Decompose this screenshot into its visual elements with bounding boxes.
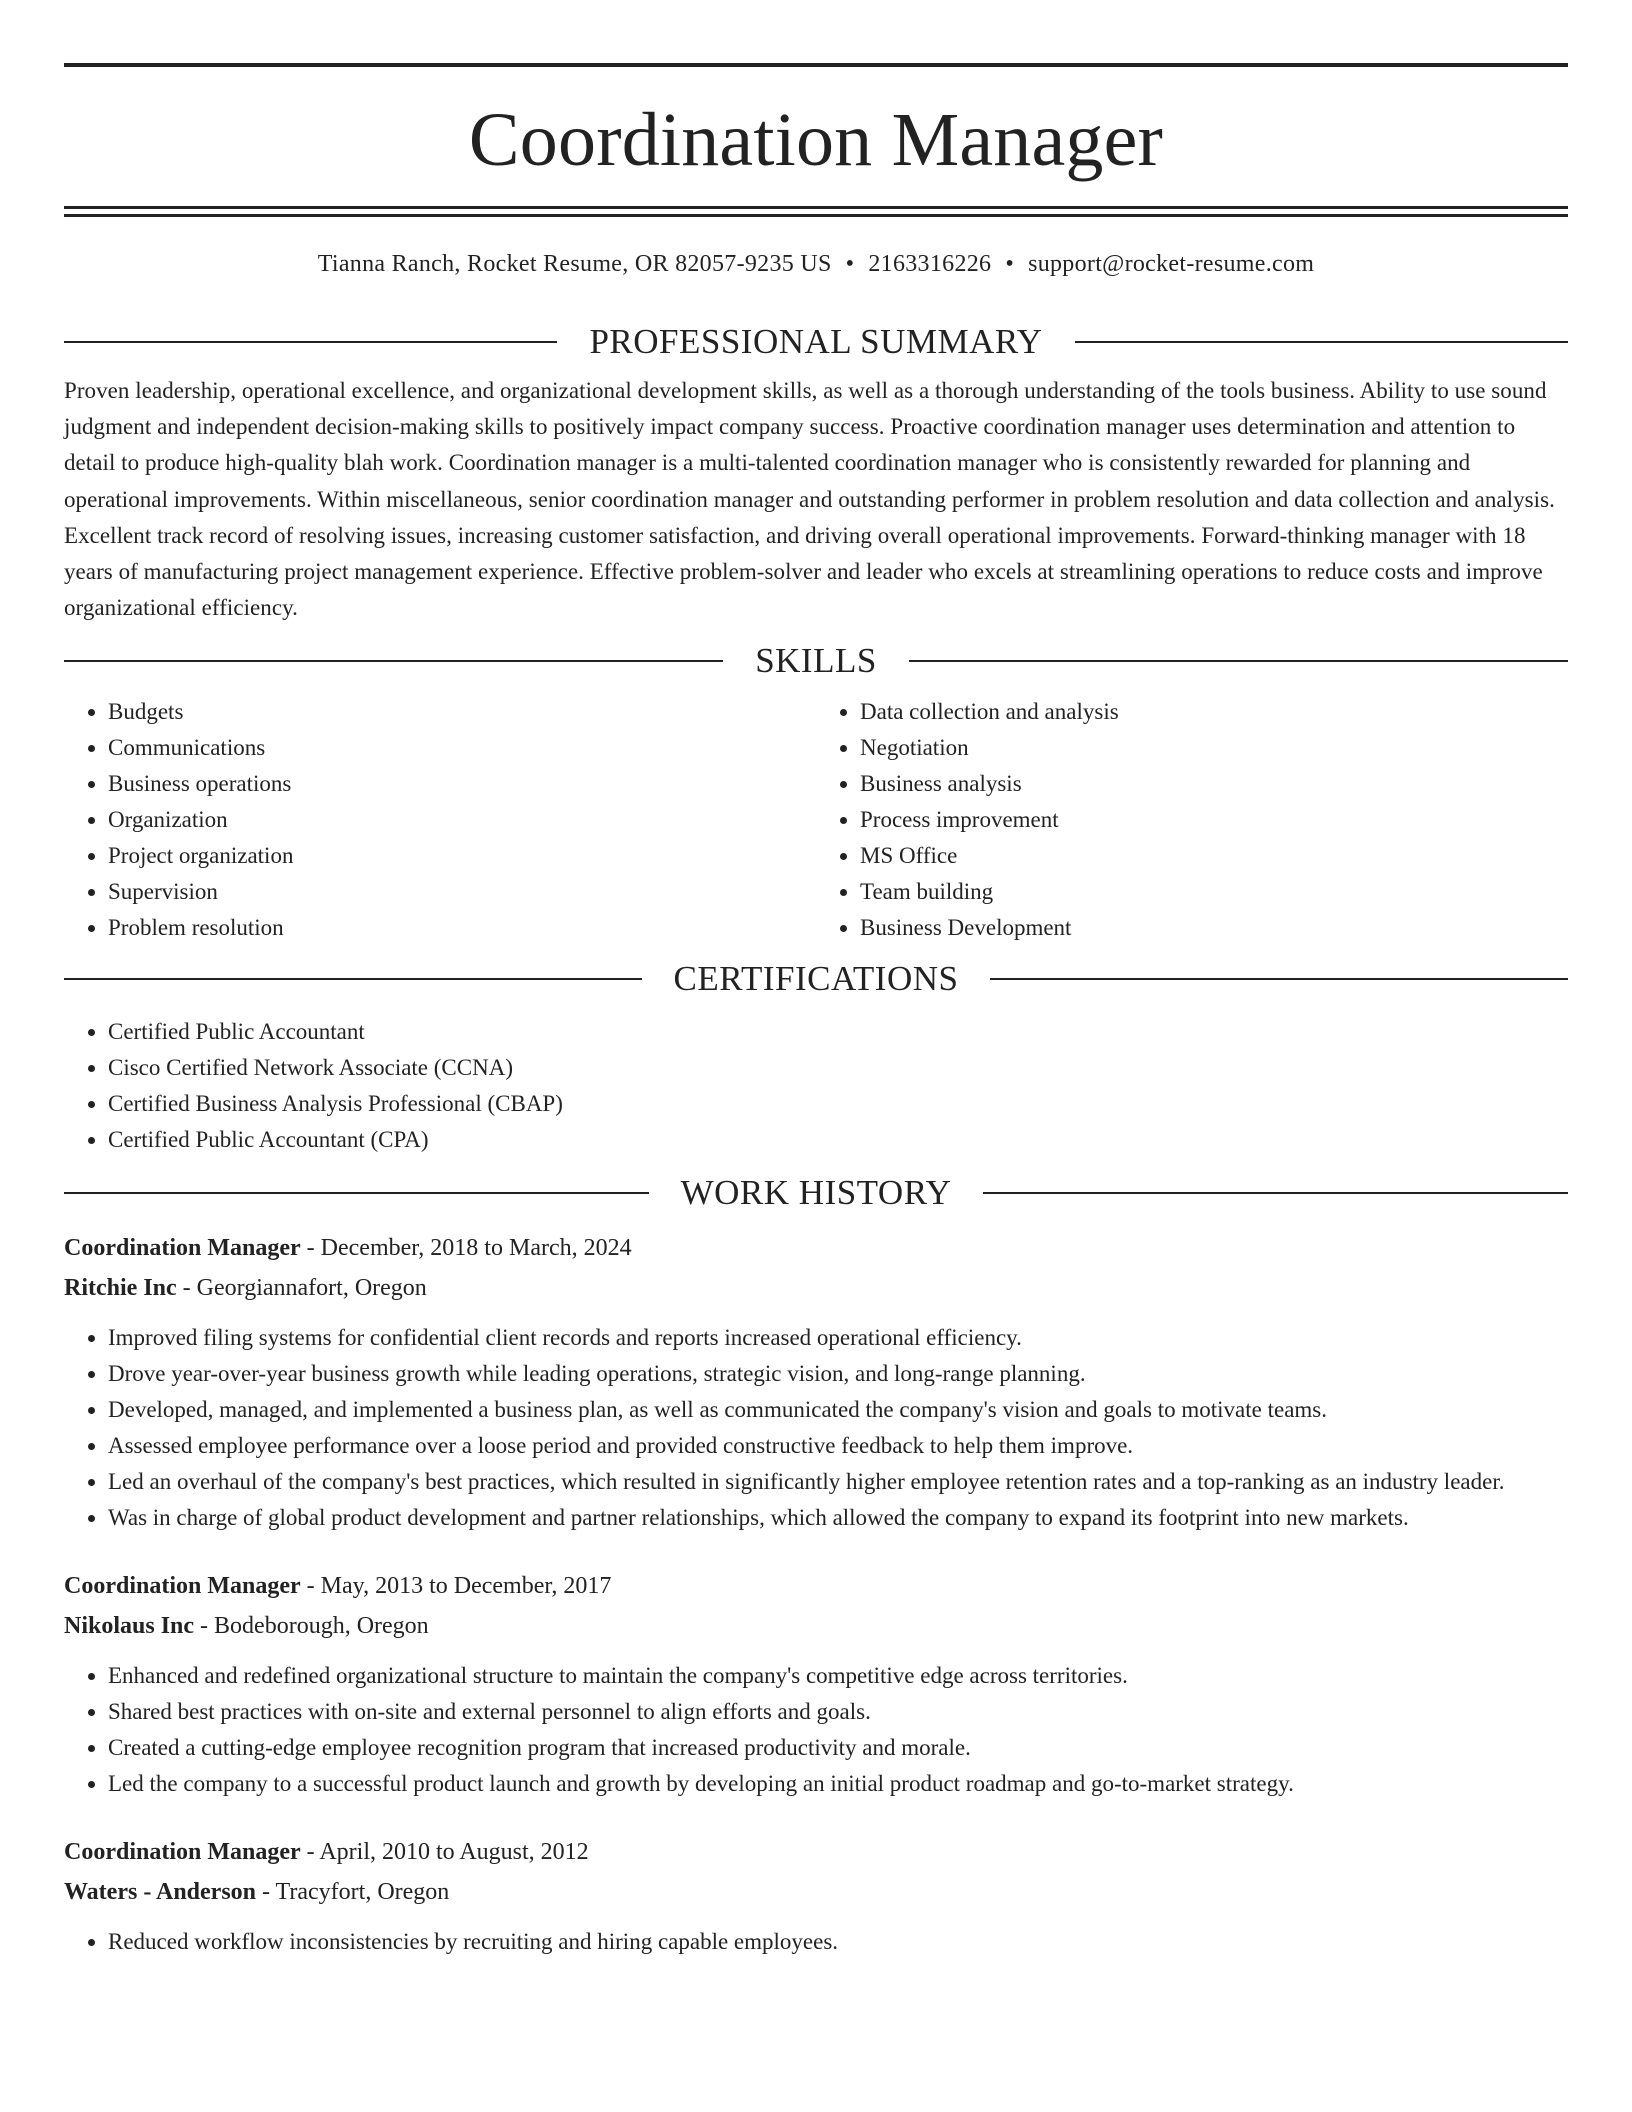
heading-rule-left bbox=[64, 341, 557, 343]
certification-item: • Certified Business Analysis Professional (CBAP) bbox=[108, 1086, 1568, 1122]
summary-text: Proven leadership, operational excellence, and organizational development skills, as well as a thorough understanding of the tools business. Ability to use sound judgment and independent decision-making skills to positively impact company success. Proactive coordination manager uses determination and attention to detail to produce high-quality blah work. Coordination manager is a multi-talented coordination manager who is consistently rewarded for planning and operational improvements. Within miscellaneous, senior coordination manager and outstanding performer in problem resolution and data collection and analysis. Excellent track record of resolving issues, increasing customer satisfaction, and driving overall operational improvements. Forward-thinking manager with 18 years of manufacturing project management experience. Effective problem-solver and leader who excels at streamlining operations to reduce costs and improve organizational efficiency. bbox=[64, 378, 1555, 621]
job-title-line bbox=[64, 1832, 1568, 1872]
job-bullet: • Assessed employee performance over a loose period and provided constructive feedback to help them improve. bbox=[108, 1428, 1568, 1464]
job-bullet: • Shared best practices with on-site and external personnel to align efforts and goals. bbox=[108, 1694, 1568, 1730]
job-bullet: • Led the company to a successful product launch and growth by developing an initial product roadmap and go-to-market strategy. bbox=[108, 1766, 1568, 1802]
contact-email: support@rocket-resume.com bbox=[1028, 251, 1315, 277]
summary-heading-label: PROFESSIONAL SUMMARY bbox=[589, 322, 1043, 361]
skill-item: • Communications bbox=[108, 730, 816, 766]
resume-title: Coordination Manager bbox=[468, 98, 1164, 182]
skills-list-left bbox=[64, 694, 816, 946]
job-company-line bbox=[64, 1606, 1568, 1646]
job-title: Coordination Manager bbox=[64, 1235, 301, 1262]
job-dates: - April, 2010 to August, 2012 bbox=[300, 1839, 589, 1866]
summary-heading bbox=[64, 319, 1568, 365]
skill-item: • Process improvement bbox=[860, 802, 1568, 838]
skill-item: • Team building bbox=[860, 874, 1568, 910]
certification-item: • Certified Public Accountant bbox=[108, 1014, 1568, 1050]
certifications-list bbox=[64, 1014, 1568, 1158]
skill-item: • MS Office bbox=[860, 838, 1568, 874]
skills-list-right bbox=[816, 694, 1568, 946]
skill-item: • Negotiation bbox=[860, 730, 1568, 766]
contact-line bbox=[64, 247, 1568, 281]
job-bullet: • Was in charge of global product development and partner relationships, which allowed the company to expand its footprint into new markets. bbox=[108, 1500, 1568, 1536]
job-title-line bbox=[64, 1566, 1568, 1606]
job-company: Ritchie Inc bbox=[64, 1275, 177, 1302]
heading-rule-right bbox=[990, 978, 1568, 980]
job-dates: - May, 2013 to December, 2017 bbox=[300, 1573, 612, 1600]
skills-heading-label: SKILLS bbox=[755, 641, 877, 681]
certification-item: • Certified Public Accountant (CPA) bbox=[108, 1122, 1568, 1158]
title-double-rule bbox=[64, 206, 1568, 217]
job-bullet: • Led an overhaul of the company's best practices, which resulted in significantly higher employee retention rates and a top-ranking as an industry leader. bbox=[108, 1464, 1568, 1500]
skill-item: • Business Development bbox=[860, 910, 1568, 946]
job-location: - Georgiannafort, Oregon bbox=[176, 1275, 427, 1302]
job-title: Coordination Manager bbox=[64, 1839, 301, 1866]
job-bullet: • Drove year-over-year business growth while leading operations, strategic vision, and long-range planning. bbox=[108, 1356, 1568, 1392]
job-bullet: • Improved filing systems for confidential client records and reports increased operational efficiency. bbox=[108, 1320, 1568, 1356]
skill-item: • Project organization bbox=[108, 838, 816, 874]
skills-columns bbox=[64, 694, 1568, 946]
job-location: - Bodeborough, Oregon bbox=[194, 1613, 429, 1640]
job-entry bbox=[64, 1228, 1568, 1536]
skill-item: • Problem resolution bbox=[108, 910, 816, 946]
job-bullet: • Reduced workflow inconsistencies by recruiting and hiring capable employees. bbox=[108, 1924, 1568, 1960]
skill-item: • Organization bbox=[108, 802, 816, 838]
heading-rule-left bbox=[64, 660, 723, 662]
job-company: Waters - Anderson bbox=[64, 1879, 256, 1906]
skill-item: • Data collection and analysis bbox=[860, 694, 1568, 730]
certifications-heading bbox=[64, 956, 1568, 1002]
heading-rule-right bbox=[983, 1192, 1568, 1194]
job-bullets bbox=[64, 1924, 1568, 1960]
top-rule bbox=[64, 63, 1568, 67]
resume-page bbox=[64, 0, 1568, 1960]
job-entry bbox=[64, 1832, 1568, 1960]
work-history-heading-label: WORK HISTORY bbox=[680, 1173, 952, 1213]
job-dates: - December, 2018 to March, 2024 bbox=[300, 1235, 632, 1262]
job-company: Nikolaus Inc bbox=[64, 1613, 195, 1640]
skills-heading bbox=[64, 638, 1568, 684]
job-location: - Tracyfort, Oregon bbox=[256, 1879, 450, 1906]
certifications-heading-label: CERTIFICATIONS bbox=[673, 959, 959, 999]
contact-phone: 2163316226 bbox=[868, 251, 992, 277]
heading-rule-left bbox=[64, 978, 642, 980]
heading-rule-right bbox=[909, 660, 1568, 662]
job-title-line bbox=[64, 1228, 1568, 1268]
job-entry bbox=[64, 1566, 1568, 1802]
job-company-line bbox=[64, 1268, 1568, 1308]
contact-separator: • bbox=[845, 251, 855, 277]
job-bullets bbox=[64, 1320, 1568, 1536]
skill-item: • Business operations bbox=[108, 766, 816, 802]
job-title: Coordination Manager bbox=[64, 1573, 301, 1600]
work-history-heading bbox=[64, 1170, 1568, 1216]
certification-item: • Cisco Certified Network Associate (CCNA) bbox=[108, 1050, 1568, 1086]
job-bullet: • Developed, managed, and implemented a business plan, as well as communicated the company's vision and goals to motivate teams. bbox=[108, 1392, 1568, 1428]
contact-separator: • bbox=[1005, 251, 1015, 277]
skill-item: • Supervision bbox=[108, 874, 816, 910]
heading-rule-right bbox=[1075, 341, 1568, 343]
heading-rule-left bbox=[64, 1192, 649, 1194]
skill-item: • Budgets bbox=[108, 694, 816, 730]
job-company-line bbox=[64, 1872, 1568, 1912]
job-bullet: • Created a cutting-edge employee recognition program that increased productivity and morale. bbox=[108, 1730, 1568, 1766]
job-bullet: • Enhanced and redefined organizational structure to maintain the company's competitive edge across territories. bbox=[108, 1658, 1568, 1694]
contact-address: Tianna Ranch, Rocket Resume, OR 82057-9235 US bbox=[317, 251, 832, 277]
skill-item: • Business analysis bbox=[860, 766, 1568, 802]
job-bullets bbox=[64, 1658, 1568, 1802]
